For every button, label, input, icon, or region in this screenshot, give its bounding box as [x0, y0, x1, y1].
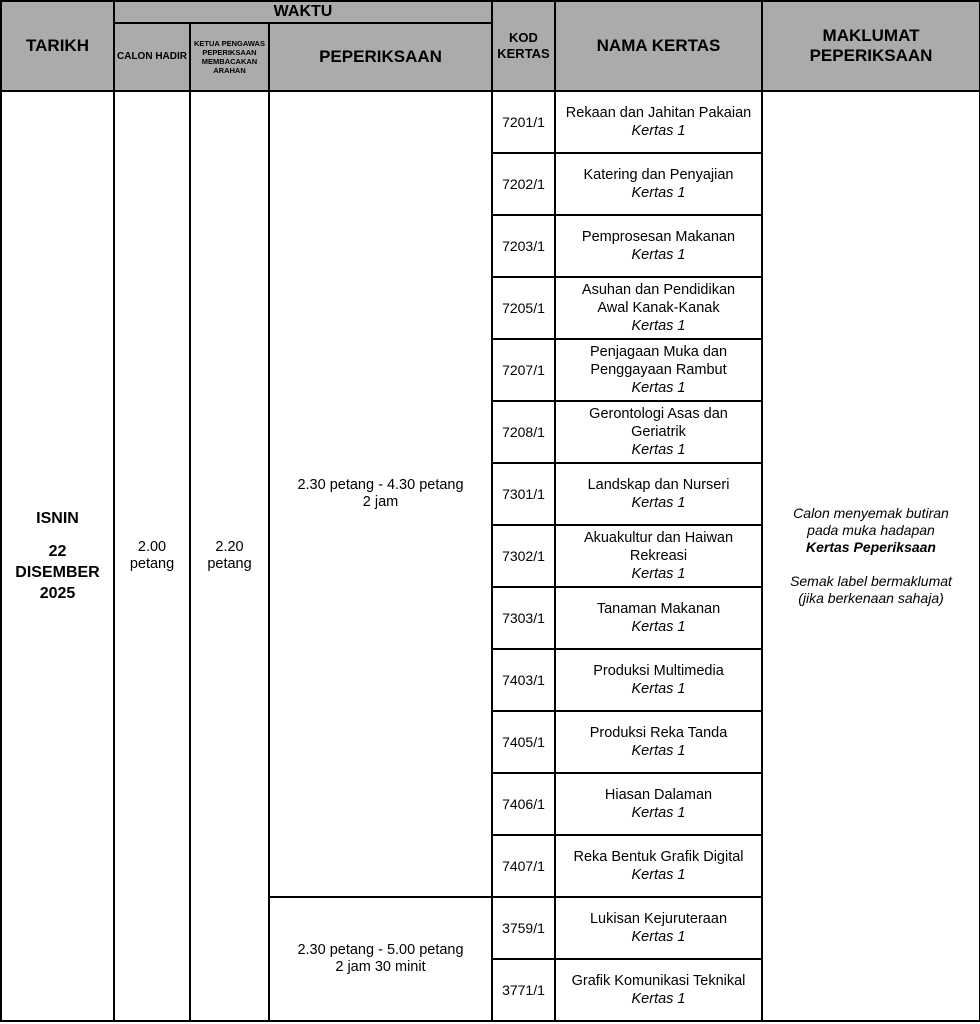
ketua-pengawas-time: 2.20	[215, 539, 244, 555]
paper-number: Kertas 1	[631, 247, 686, 263]
header-peperiksaan: PEPERIKSAAN	[269, 23, 492, 91]
paper-number: Kertas 1	[631, 681, 686, 697]
paper-code: 7303/1	[492, 587, 555, 649]
paper-name: Produksi Reka Tanda	[589, 725, 728, 741]
paper-name: Reka Bentuk Grafik Digital	[573, 849, 744, 865]
date-cell	[1, 91, 114, 1021]
paper-name-cell	[555, 215, 762, 277]
paper-name-cell	[555, 401, 762, 463]
paper-name: Lukisan Kejuruteraan	[589, 911, 728, 927]
paper-name: Hiasan Dalaman	[604, 787, 713, 803]
paper-number: Kertas 1	[631, 442, 686, 458]
date-year: 2025	[39, 585, 76, 602]
paper-name: Grafik Komunikasi Teknikal	[571, 973, 746, 989]
date-day: ISNIN	[36, 510, 79, 527]
paper-name-cell	[555, 525, 762, 587]
paper-name-cell	[555, 91, 762, 153]
header-tarikh: TARIKH	[1, 1, 114, 91]
paper-name-cell	[555, 835, 762, 897]
maklumat-line1: Calon menyemak butiran pada muka hadapan	[793, 505, 949, 538]
paper-number: Kertas 1	[631, 566, 686, 582]
maklumat-cell	[762, 91, 980, 1021]
paper-number: Kertas 1	[631, 380, 686, 396]
paper-code: 7405/1	[492, 711, 555, 773]
paper-number: Kertas 1	[631, 929, 686, 945]
paper-number: Kertas 1	[631, 123, 686, 139]
paper-code: 7302/1	[492, 525, 555, 587]
header-waktu: WAKTU	[114, 1, 492, 23]
calon-hadir-time: 2.00	[137, 539, 167, 555]
paper-number: Kertas 1	[631, 991, 686, 1007]
paper-name: Penjagaan Muka dan Penggayaan Rambut	[589, 344, 728, 378]
paper-code: 7207/1	[492, 339, 555, 401]
date-date: 22	[48, 543, 67, 560]
session-duration: 2 jam 30 minit	[335, 959, 426, 975]
paper-code: 7202/1	[492, 153, 555, 215]
maklumat-line3: Semak label bermaklumat (jika berkenaan sahaja)	[790, 573, 952, 606]
paper-code: 7403/1	[492, 649, 555, 711]
paper-number: Kertas 1	[631, 805, 686, 821]
paper-number: Kertas 1	[631, 318, 686, 334]
paper-name-cell	[555, 587, 762, 649]
paper-code: 3759/1	[492, 897, 555, 959]
paper-name: Tanaman Makanan	[596, 601, 721, 617]
paper-name: Landskap dan Nurseri	[587, 477, 730, 493]
paper-name-cell	[555, 773, 762, 835]
session-time: 2.30 petang - 5.00 petang	[297, 942, 464, 958]
paper-code: 7205/1	[492, 277, 555, 339]
date-month: DISEMBER	[15, 564, 100, 581]
paper-code: 7201/1	[492, 91, 555, 153]
header-nama-kertas: NAMA KERTAS	[555, 1, 762, 91]
paper-number: Kertas 1	[631, 495, 686, 511]
paper-name: Produksi Multimedia	[593, 663, 724, 679]
paper-code: 7208/1	[492, 401, 555, 463]
paper-name: Asuhan dan Pendidikan Awal Kanak-Kanak	[581, 282, 736, 316]
paper-code: 3771/1	[492, 959, 555, 1021]
paper-name-cell	[555, 649, 762, 711]
header-ketua-pengawas: KETUA PENGAWAS PEPERIKSAAN MEMBACAKAN ARAHAN	[190, 23, 269, 91]
paper-name-cell	[555, 711, 762, 773]
paper-code: 7406/1	[492, 773, 555, 835]
paper-name-cell	[555, 463, 762, 525]
paper-number: Kertas 1	[631, 619, 686, 635]
paper-code: 7203/1	[492, 215, 555, 277]
paper-number: Kertas 1	[631, 185, 686, 201]
paper-name: Rekaan dan Jahitan Pakaian	[565, 105, 752, 121]
header-maklumat: MAKLUMAT PEPERIKSAAN	[762, 1, 980, 91]
ketua-pengawas-cell	[190, 91, 269, 1021]
ketua-pengawas-period: petang	[207, 556, 252, 572]
session-time: 2.30 petang - 4.30 petang	[297, 477, 464, 493]
session-duration: 2 jam	[362, 494, 399, 510]
paper-name-cell	[555, 277, 762, 339]
paper-number: Kertas 1	[631, 867, 686, 883]
calon-hadir-cell	[114, 91, 190, 1021]
maklumat-line2: Kertas Peperiksaan	[806, 539, 936, 555]
paper-code: 7301/1	[492, 463, 555, 525]
session-1-cell	[269, 91, 492, 897]
paper-number: Kertas 1	[631, 743, 686, 759]
paper-name: Gerontologi Asas dan Geriatrik	[589, 406, 728, 440]
header-calon-hadir: CALON HADIR	[114, 23, 190, 91]
paper-name-cell	[555, 959, 762, 1021]
calon-hadir-period: petang	[129, 556, 175, 572]
paper-code: 7407/1	[492, 835, 555, 897]
session-2-cell	[269, 897, 492, 1021]
paper-name: Pemprosesan Makanan	[581, 229, 736, 245]
header-kod-kertas: KOD KERTAS	[492, 1, 555, 91]
paper-name: Katering dan Penyajian	[583, 167, 734, 183]
paper-name-cell	[555, 897, 762, 959]
paper-name-cell	[555, 153, 762, 215]
paper-name-cell	[555, 339, 762, 401]
paper-name: Akuakultur dan Haiwan Rekreasi	[583, 530, 734, 564]
